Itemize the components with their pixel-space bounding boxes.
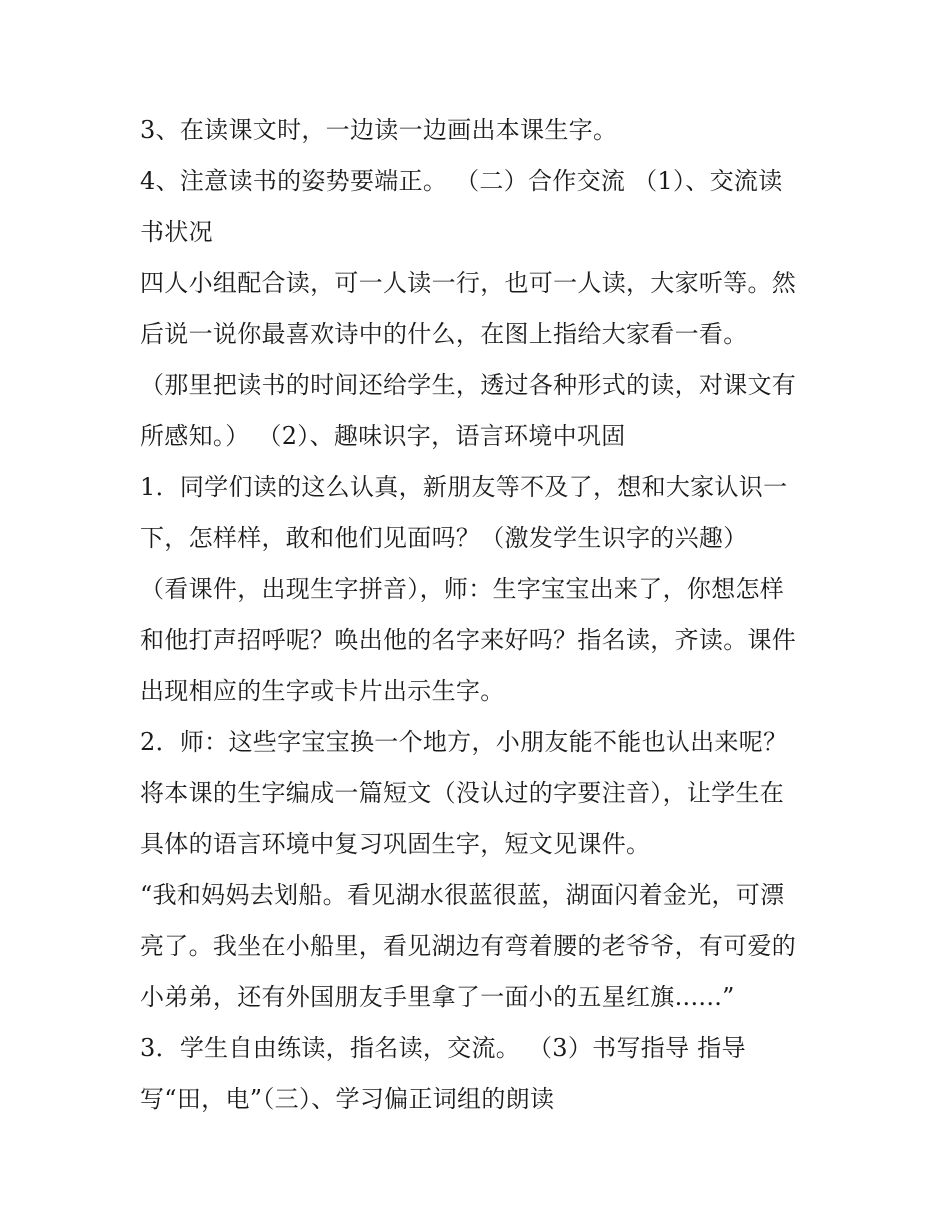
- text-line: （看课件，出现生字拼音），师：生字宝宝出来了，你想怎样: [140, 575, 785, 603]
- text-line: “我和妈妈去划船。看见湖水很蓝很蓝，湖面闪着金光，可漂: [140, 881, 785, 909]
- text-line: 四人小组配合读，可一人读一行，也可一人读，大家听等。然: [140, 269, 797, 297]
- text-line: 书状况: [140, 218, 213, 246]
- text-line: （那里把读书的时间还给学生，透过各种形式的读，对课文有: [140, 371, 797, 399]
- text-line: 后说一说你最喜欢诗中的什么，在图上指给大家看一看。: [140, 320, 748, 348]
- text-line: 3、在读课文时，一边读一边画出本课生字。: [140, 116, 618, 144]
- text-line: 3．学生自由练读，指名读，交流。 （3）书写指导 指导: [140, 1034, 746, 1062]
- text-line: 具体的语言环境中复习巩固生字，短文见课件。: [140, 830, 651, 858]
- text-line: 4、注意读书的姿势要端正。 （二）合作交流 （1）、交流读: [140, 167, 783, 195]
- text-line: 小弟弟，还有外国朋友手里拿了一面小的五星红旗......”: [140, 983, 735, 1011]
- text-line: 2．师：这些字宝宝换一个地方，小朋友能不能也认出来呢？: [140, 728, 788, 756]
- text-line: 写“田，电”（三）、学习偏正词组的朗读: [140, 1085, 555, 1113]
- text-line: 和他打声招呼呢？唤出他的名字来好吗？指名读，齐读。课件: [140, 626, 797, 654]
- text-line: 将本课的生字编成一篇短文（没认过的字要注音），让学生在: [140, 779, 785, 807]
- text-line: 下，怎样样，敢和他们见面吗？（激发学生识字的兴趣）: [140, 524, 748, 552]
- text-line: 出现相应的生字或卡片出示生字。: [140, 677, 505, 705]
- text-line: 1．同学们读的这么认真，新朋友等不及了，想和大家认识一: [140, 473, 788, 501]
- text-line: 所感知。） （2）、趣味识字，语言环境中巩固: [140, 422, 626, 450]
- text-line: 亮了。我坐在小船里，看见湖边有弯着腰的老爷爷，有可爱的: [140, 932, 797, 960]
